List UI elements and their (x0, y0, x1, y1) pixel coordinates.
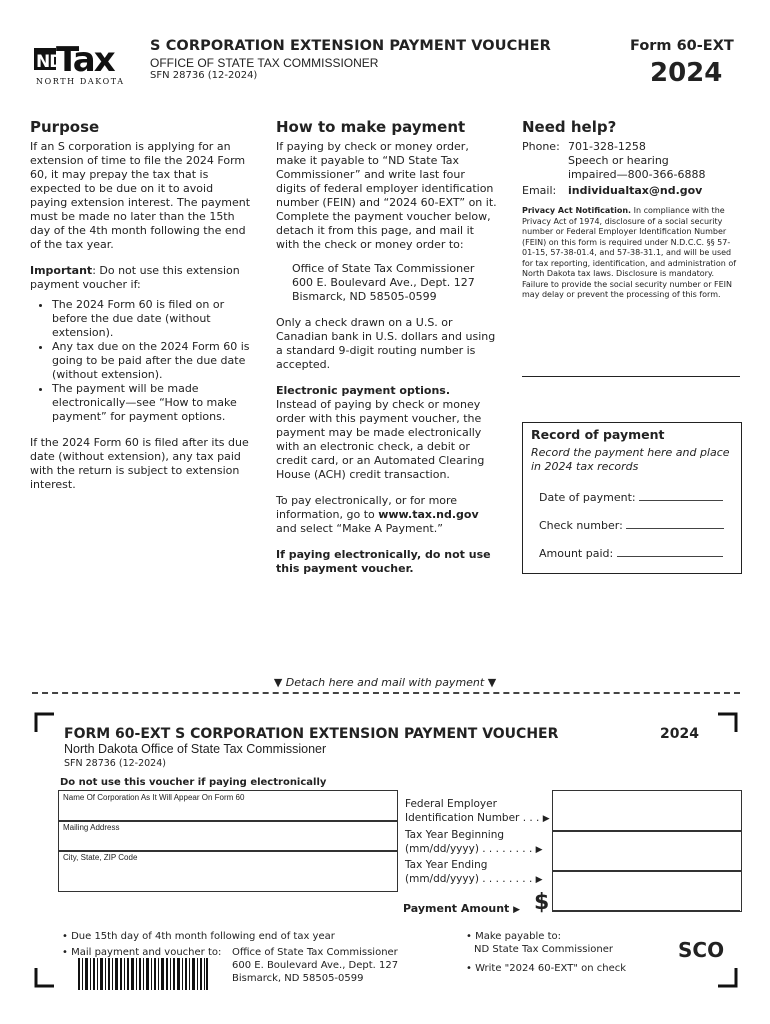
form-code: SCO (678, 938, 725, 962)
barcode-icon (78, 958, 208, 990)
corner-mark-icon (34, 968, 54, 988)
form-title: S CORPORATION EXTENSION PAYMENT VOUCHER (150, 38, 551, 54)
tax-year-ending-input[interactable] (552, 870, 742, 912)
field-label: Mailing Address (63, 823, 120, 832)
due-date-note: • Due 15th day of 4th month following end of tax year (62, 931, 335, 942)
electronic-heading: Electronic payment options. (276, 384, 451, 397)
important-label: Important (30, 264, 93, 277)
nd-tax-logo (34, 38, 134, 88)
how-heading: How to make payment (276, 118, 466, 136)
purpose-text: If an S corporation is applying for an extension of time to file the 2024 Form 60, it may prepay the tax that is expected to be due on it to avoid paying extension interest. The payment must be made no later than the 15th day of the 4th month following the end of the tax year. (30, 140, 251, 251)
svg-text:ND: ND (36, 52, 63, 72)
write-on-check-note: • Write "2024 60-EXT" on check (466, 963, 627, 974)
address-line: 600 E. Boulevard Ave., Dept. 127 (232, 960, 399, 971)
mailing-address-field[interactable] (58, 820, 398, 852)
address-line: Office of State Tax Commissioner (232, 947, 398, 958)
amount-row (539, 545, 723, 560)
payable-note: • Make payable to: ND State Tax Commissioner (466, 931, 613, 955)
tty-number: impaired—800-366-6888 (568, 168, 706, 181)
note-text: Write "2024 60-EXT" on check (475, 963, 627, 974)
corner-mark-icon (718, 712, 738, 732)
tax-year-beginning-input[interactable] (552, 830, 742, 872)
late-filing-note: If the 2024 Form 60 is filed after its due date (without extension), any tax paid with the return is subject to extension interest. (30, 436, 249, 491)
check-number-field[interactable] (626, 517, 724, 529)
svg-text:NORTH DAKOTA: NORTH DAKOTA (36, 77, 125, 86)
address-line: Bismarck, ND 58505-0599 (292, 290, 437, 303)
corner-mark-icon (718, 968, 738, 988)
form-number: Form 60-EXT (630, 38, 734, 54)
purpose-bullets (30, 298, 252, 424)
date-label: Date of payment: (539, 491, 636, 504)
address-line: 600 E. Boulevard Ave., Dept. 127 (292, 276, 475, 289)
purpose-heading: Purpose (30, 118, 100, 136)
privacy-heading: Privacy Act Notification. (522, 206, 632, 215)
arrow-right-icon: ▶ (535, 845, 543, 855)
email-label: Email: (522, 184, 557, 197)
corporation-name-field[interactable] (58, 790, 398, 822)
privacy-text: In compliance with the Privacy Act of 1974, disclosure of a social security number or Federal Employer Identification Number (FEIN) on this form is required under N.D.C.C. §§ 57-01-15, 57-38-01.4, and 57-38-31.1, and will be used for tax reporting, identification, and administration of North Dakota tax laws. Disclosure is mandatory. Failure to provide the social security number or FEIN may delay or prevent the processing of this form. (522, 206, 737, 299)
contact-info (522, 140, 742, 198)
label-line: Identification Number . . . (405, 812, 540, 824)
tax-website-link[interactable]: www.tax.nd.gov (378, 508, 479, 521)
label-line: (mm/dd/yyyy) . . . . . . . . (405, 873, 533, 885)
arrow-right-icon: ▶ (513, 905, 521, 915)
date-row (539, 489, 723, 504)
note-text: ND State Tax Commissioner (474, 944, 613, 955)
label-line: Tax Year Ending (405, 859, 488, 871)
phone-label: Phone: (522, 140, 560, 153)
phone-number: 701-328-1258 (568, 140, 646, 153)
voucher-title: FORM 60-EXT S CORPORATION EXTENSION PAYMENT VOUCHER (64, 726, 559, 742)
year-end-label (405, 858, 543, 887)
address-line: Office of State Tax Commissioner (292, 262, 475, 275)
record-of-payment-box (522, 422, 742, 574)
fein-label (405, 797, 550, 826)
mail-to-note: • Mail payment and voucher to: (62, 947, 222, 958)
payment-amount-label (403, 902, 520, 915)
mailing-address (276, 262, 498, 304)
voucher-warning: Do not use this voucher if paying electronically (60, 777, 327, 788)
divider (522, 376, 740, 377)
fein-input[interactable] (552, 790, 742, 832)
label-line: Federal Employer (405, 798, 497, 810)
date-of-payment-field[interactable] (639, 489, 723, 501)
address-line: Bismarck, ND 58505-0599 (232, 973, 364, 984)
note-text: Make payable to: (475, 931, 561, 942)
voucher-year: 2024 (660, 726, 699, 742)
electronic-info (276, 494, 498, 536)
purpose-section (30, 118, 252, 492)
arrow-right-icon: ▶ (535, 875, 543, 885)
label-line: (mm/dd/yyyy) . . . . . . . . (405, 843, 533, 855)
office-name: OFFICE OF STATE TAX COMMISSIONER (150, 56, 379, 70)
check-requirements: Only a check drawn on a U.S. or Canadian bank in U.S. dollars and using a standard 9-digit routing number is accepted. (276, 316, 496, 371)
voucher-sfn: SFN 28736 (12-2024) (64, 758, 166, 769)
record-note: Record the payment here and place in 2024 tax records (531, 446, 730, 473)
arrow-right-icon: ▶ (542, 814, 550, 824)
info-text: and select “Make A Payment.” (276, 522, 443, 535)
detach-line[interactable] (32, 692, 740, 694)
field-label: City, State, ZIP Code (63, 853, 138, 862)
dollar-sign: $ (534, 890, 550, 915)
field-label: Name Of Corporation As It Will Appear On Form 60 (63, 793, 245, 802)
svg-text:Tax: Tax (56, 40, 114, 80)
list-item: • The payment will be made electronically—see “How to make payment” for payment options. (52, 382, 252, 424)
detach-instruction: ▼ Detach here and mail with payment ▼ (273, 676, 497, 689)
tax-year: 2024 (650, 58, 723, 88)
help-section (522, 118, 742, 301)
electronic-text: Instead of paying by check or money order with this payment voucher, the payment may be made electronically with an electronic check, a debit or credit card, or an Automated Clearing House (ACH) credit transaction. (276, 398, 485, 481)
note-text: Mail payment and voucher to: (71, 947, 222, 958)
important-note (30, 264, 252, 292)
city-state-zip-field[interactable] (58, 850, 398, 892)
electronic-warning: If paying electronically, do not use this payment voucher. (276, 548, 491, 575)
record-heading: Record of payment (531, 427, 665, 442)
label-text: Payment Amount (403, 902, 510, 915)
corner-mark-icon (34, 712, 54, 732)
amount-label: Amount paid: (539, 547, 614, 560)
list-item: • The 2024 Form 60 is filed on or before the due date (without extension). (52, 298, 252, 340)
how-to-pay-section (276, 118, 498, 576)
check-label: Check number: (539, 519, 623, 532)
tty-label: Speech or hearing (568, 154, 669, 167)
email-link[interactable]: individualtax@nd.gov (568, 184, 703, 197)
info-text: To pay electronically, or for more information, go to (276, 494, 458, 521)
amount-paid-field[interactable] (617, 545, 723, 557)
label-line: Tax Year Beginning (405, 829, 505, 841)
important-text: : Do not use this extension payment voucher if: (30, 264, 240, 291)
sfn-number: SFN 28736 (12-2024) (150, 70, 258, 81)
voucher-office: North Dakota Office of State Tax Commissioner (64, 742, 327, 756)
year-begin-label (405, 828, 543, 857)
voucher-address (232, 946, 398, 985)
privacy-notice (522, 206, 742, 301)
list-item: • Any tax due on the 2024 Form 60 is going to be paid after the due date (without extension). (52, 340, 252, 382)
check-row (539, 517, 724, 532)
how-text: If paying by check or money order, make it payable to “ND State Tax Commissioner” and write last four digits of federal employer identification number (FEIN) and “2024 60-EXT” on it. Complete the payment voucher below, detach it from this page, and mail it with the check or money order to: (276, 140, 497, 251)
payment-amount-input[interactable] (552, 910, 740, 911)
note-text: Due 15th day of 4th month following end of tax year (71, 931, 335, 942)
help-heading: Need help? (522, 118, 617, 136)
